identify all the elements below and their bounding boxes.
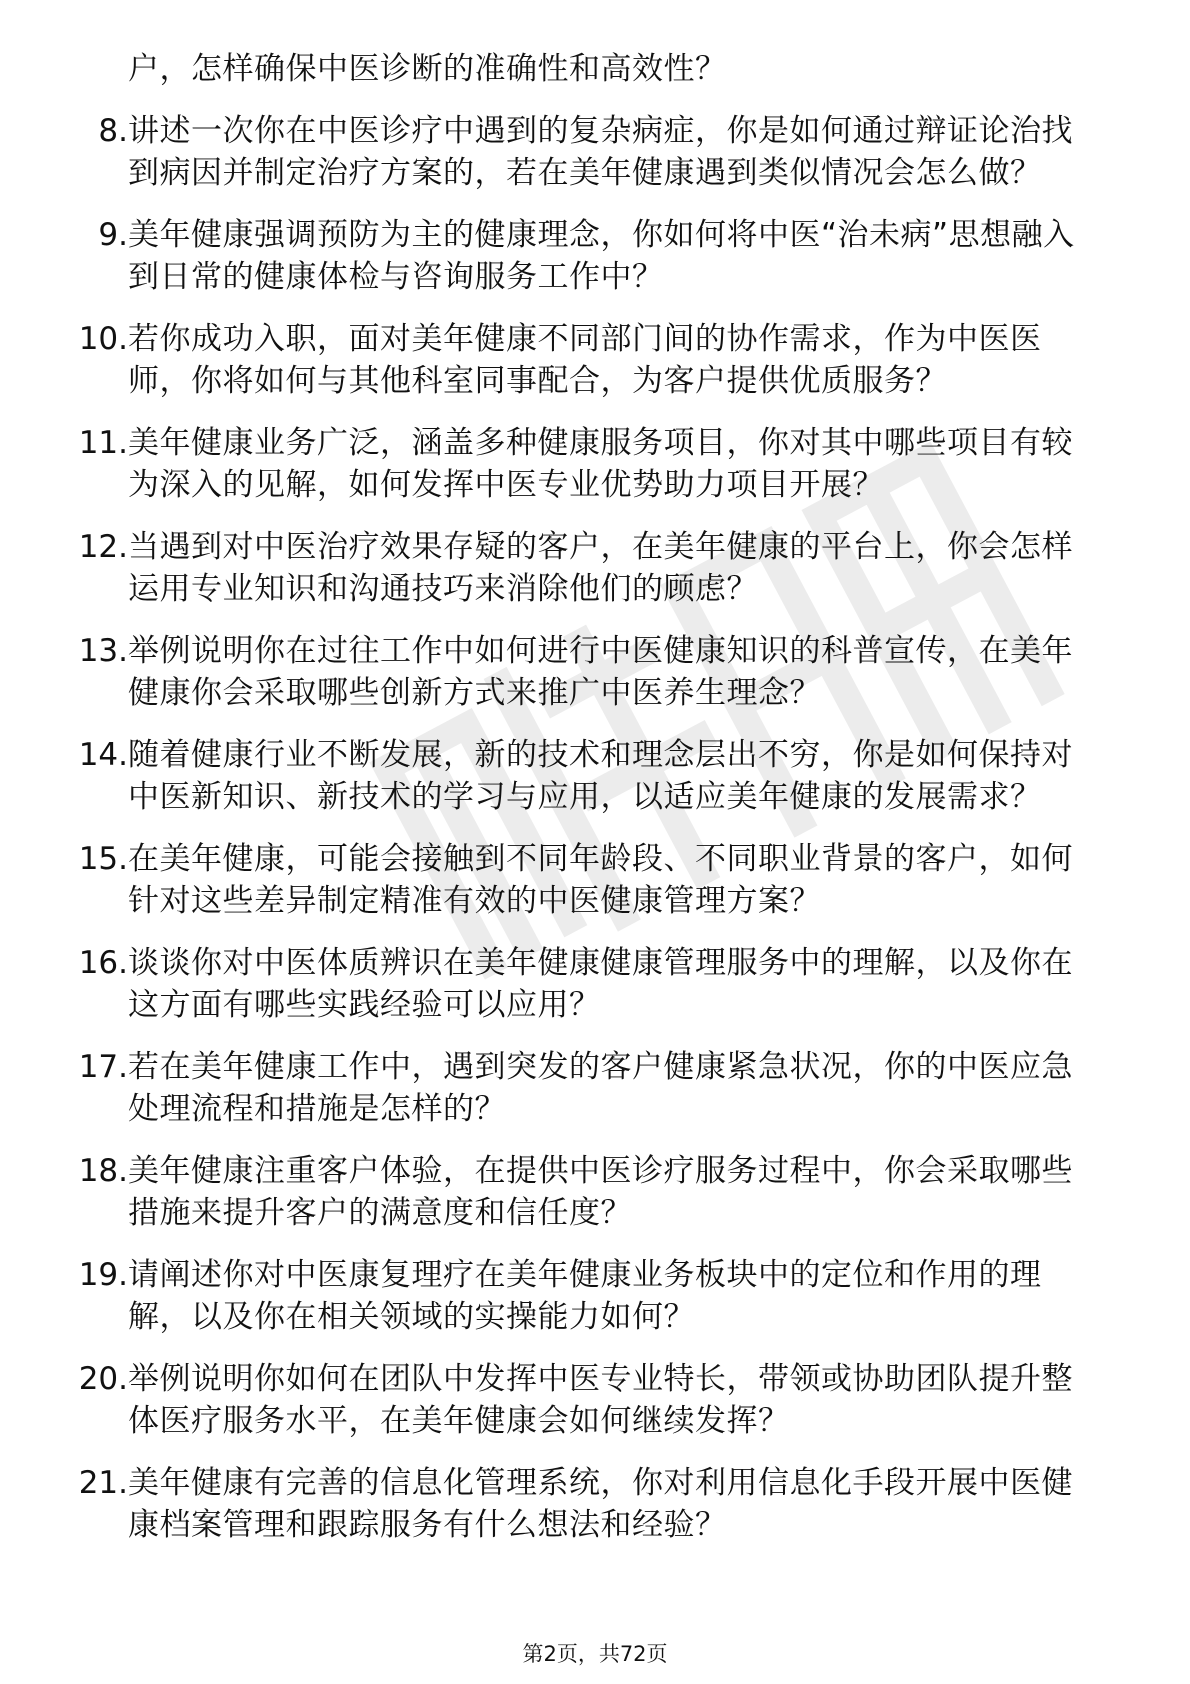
list-item — [0, 630, 1190, 714]
list-item — [0, 526, 1190, 610]
list-item — [0, 1254, 1190, 1338]
list-item — [0, 1462, 1190, 1546]
list-item — [0, 214, 1190, 298]
list-item — [0, 942, 1190, 1026]
question-number: 14. — [78, 737, 128, 773]
question-text: 谈谈你对中医体质辨识在美年健康健康管理服务中的理解，以及你在这方面有哪些实践经验可以应用？ — [128, 945, 1073, 1023]
list-item — [0, 1150, 1190, 1234]
list-item — [0, 1358, 1190, 1442]
question-number: 17. — [78, 1049, 128, 1085]
page-footer: 第2页，共72页 — [522, 1642, 668, 1666]
question-text: 举例说明你如何在团队中发挥中医专业特长，带领或协助团队提升整体医疗服务水平，在美年健康会如何继续发挥？ — [128, 1361, 1073, 1439]
list-item — [0, 838, 1190, 922]
question-text: 若你成功入职，面对美年健康不同部门间的协作需求，作为中医医师，你将如何与其他科室同事配合，为客户提供优质服务？ — [128, 321, 1042, 399]
list-item — [0, 1046, 1190, 1130]
list-item — [0, 110, 1190, 194]
question-number: 20. — [78, 1361, 128, 1397]
question-text: 美年健康业务广泛，涵盖多种健康服务项目，你对其中哪些项目有较为深入的见解，如何发挥中医专业优势助力项目开展？ — [128, 425, 1073, 503]
question-text: 当遇到对中医治疗效果存疑的客户，在美年健康的平台上，你会怎样运用专业知识和沟通技巧来消除他们的顾虑？ — [128, 529, 1073, 607]
list-item — [0, 318, 1190, 402]
question-text: 美年健康强调预防为主的健康理念，你如何将中医“治未病”思想融入到日常的健康体检与咨询服务工作中？ — [128, 217, 1075, 295]
question-text: 美年健康有完善的信息化管理系统，你对利用信息化手段开展中医健康档案管理和跟踪服务有什么想法和经验？ — [128, 1465, 1073, 1543]
question-number: 15. — [78, 841, 128, 877]
question-text: 讲述一次你在中医诊疗中遇到的复杂病症，你是如何通过辩证论治找到病因并制定治疗方案的，若在美年健康遇到类似情况会怎么做？ — [128, 113, 1073, 191]
question-number: 19. — [78, 1257, 128, 1293]
question-list — [0, 48, 1190, 1566]
question-number: 16. — [78, 945, 128, 981]
question-text: 请阐述你对中医康复理疗在美年健康业务板块中的定位和作用的理解，以及你在相关领域的实操能力如何？ — [128, 1257, 1042, 1335]
list-item — [0, 422, 1190, 506]
question-number: 10. — [78, 321, 128, 357]
question-number: 13. — [78, 633, 128, 669]
question-text: 美年健康注重客户体验，在提供中医诊疗服务过程中，你会采取哪些措施来提升客户的满意度和信任度？ — [128, 1153, 1073, 1231]
question-number: 12. — [78, 529, 128, 565]
question-number: 18. — [78, 1153, 128, 1189]
question-text: 若在美年健康工作中，遇到突发的客户健康紧急状况，你的中医应急处理流程和措施是怎样的？ — [128, 1049, 1073, 1127]
question-number: 8. — [98, 113, 128, 149]
list-item — [0, 734, 1190, 818]
question-text: 在美年健康，可能会接触到不同年龄段、不同职业背景的客户，如何针对这些差异制定精准有效的中医健康管理方案？ — [128, 841, 1073, 919]
question-text: 随着健康行业不断发展，新的技术和理念层出不穷，你是如何保持对中医新知识、新技术的学习与应用，以适应美年健康的发展需求？ — [128, 737, 1073, 815]
list-item — [0, 48, 1190, 90]
question-number: 11. — [78, 425, 128, 461]
question-number: 21. — [78, 1465, 128, 1501]
question-text: 举例说明你在过往工作中如何进行中医健康知识的科普宣传，在美年健康你会采取哪些创新方式来推广中医养生理念？ — [128, 633, 1073, 711]
question-number: 9. — [98, 217, 128, 253]
question-continuation: 户，怎样确保中医诊断的准确性和高效性？ — [128, 51, 727, 87]
